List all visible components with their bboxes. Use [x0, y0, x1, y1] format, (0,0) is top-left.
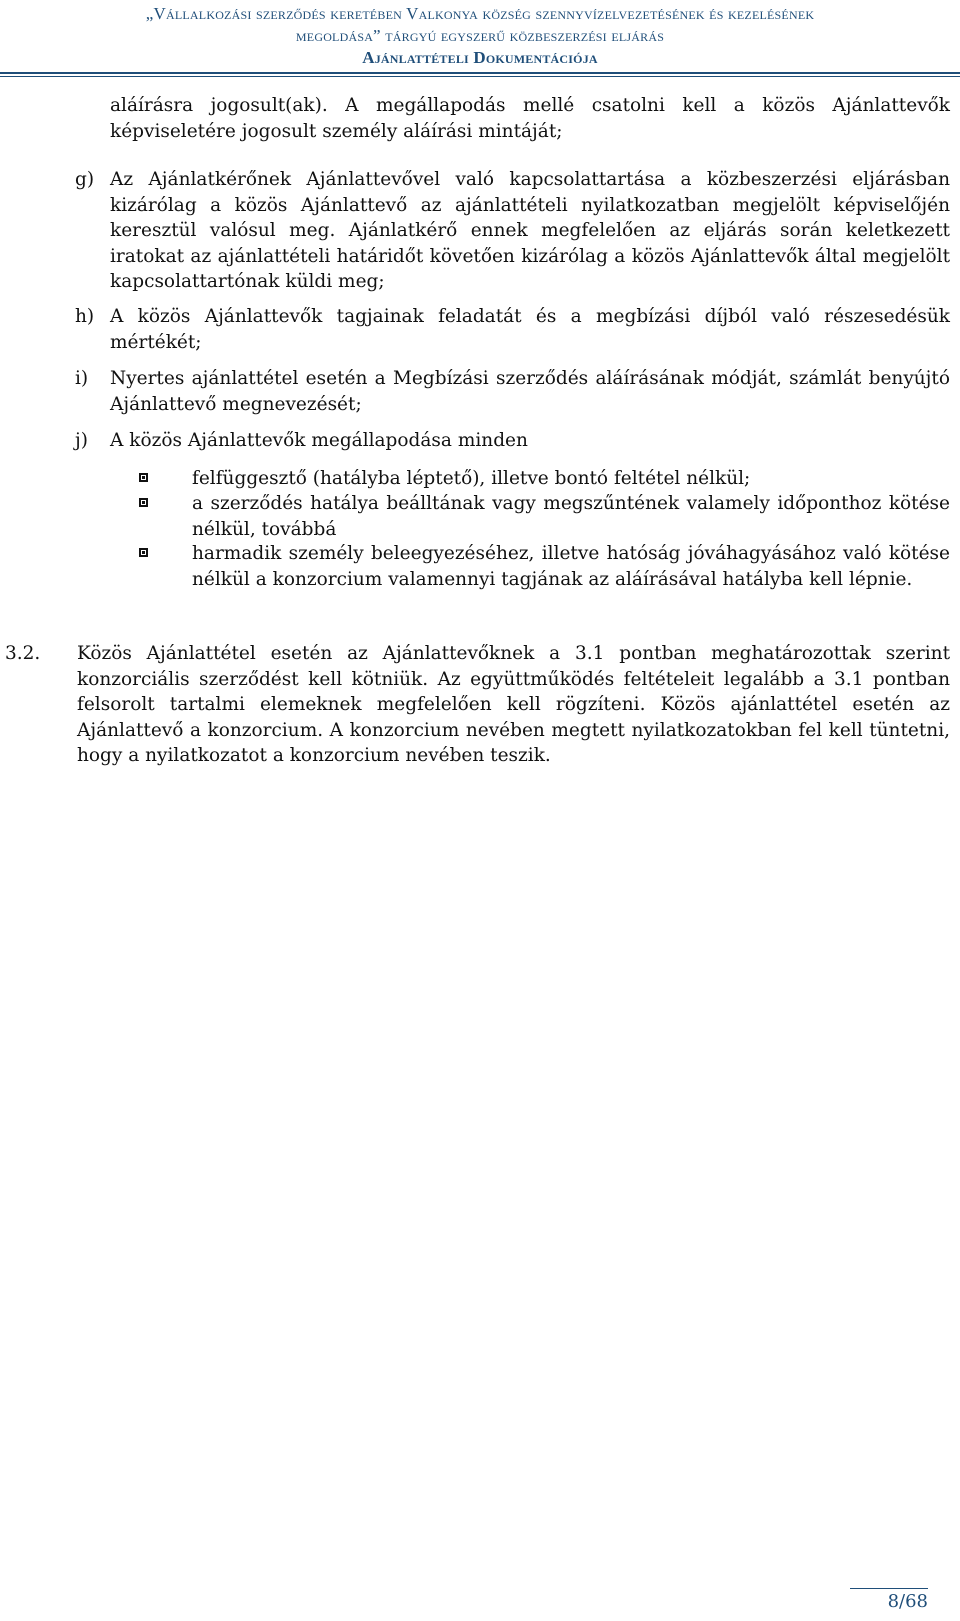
square-bullet-icon	[139, 548, 148, 557]
list-item-g	[75, 167, 950, 295]
list-item-text: A közös Ajánlattevők megállapodása minden	[110, 430, 528, 451]
section-number: 3.2.	[5, 643, 41, 664]
list-item-j	[75, 428, 950, 454]
list-item-text: Nyertes ajánlattétel esetén a Megbízási szerződés aláírásának módját, számlát benyújtó Ajánlattevő megnevezését;	[110, 368, 950, 415]
list-marker: h)	[75, 306, 95, 327]
list-item-text: A közös Ajánlattevők tagjainak feladatát és a megbízási díjból való részesedésük mértékét;	[110, 306, 950, 353]
bullet-text: a szerződés hatálya beálltának vagy megszűntének valamely időponthoz kötése nélkül, továbbá	[192, 493, 950, 540]
list-item-i	[75, 366, 950, 417]
square-bullet-icon	[139, 498, 148, 507]
bullet-text: felfüggesztő (hatályba léptető), illetve bontó feltétel nélkül;	[192, 468, 751, 489]
header-line-3: Ajánlattételi Dokumentációja	[362, 48, 598, 67]
square-bullet-icon	[139, 473, 148, 482]
header-line-1: „Vállalkozási szerződés keretében Valkonya község szennyvízelvezetésének és kezelésének	[145, 4, 815, 23]
bullet-item	[135, 466, 950, 492]
header-rule-thin	[0, 76, 960, 77]
page-number: 8/68	[887, 1591, 928, 1612]
list-marker: g)	[75, 169, 95, 190]
bullet-item	[135, 491, 950, 542]
bullet-item	[135, 541, 950, 592]
section-text: Közös Ajánlattétel esetén az Ajánlattevőknek a 3.1 pontban meghatározottak szerint konzorciális szerződést kell kötniük. Az együttműködés feltételeit legalább a 3.1 pontban felsorolt tartalmi elemeknek megfelelően kell rögzíteni. Közös ajánlattétel esetén az Ajánlattevő a konzorcium. A konzorcium nevében megtett nyilatkozatokban fel kell tüntetni, hogy a nyilatkozatot a konzorcium nevében teszik.	[77, 643, 950, 766]
list-item-text: Az Ajánlatkérőnek Ajánlattevővel való kapcsolattartása a közbeszerzési eljárásban kizárólag a közös Ajánlattevő az ajánlattételi nyilatkozatban megjelölt képviselőjén keresztül valósul meg. Ajánlatkérő ennek megfelelően az eljárás során keletkezett iratokat az ajánlattételi határidőt követően kizárólag a közös Ajánlattevők által megjelölt kapcsolattartónak küldi meg;	[110, 169, 950, 292]
list-item-h	[75, 304, 950, 355]
section-3-2	[5, 641, 950, 769]
header-rule	[0, 72, 960, 74]
list-marker: j)	[75, 430, 88, 451]
continuation-paragraph: aláírásra jogosult(ak). A megállapodás mellé csatolni kell a közös Ajánlattevők képviseletére jogosult személy aláírási mintáját;	[110, 95, 950, 142]
list-marker: i)	[75, 368, 89, 389]
header-line-2: megoldása” tárgyú egyszerű közbeszerzési eljárás	[295, 26, 665, 45]
footer-rule	[850, 1588, 928, 1589]
bullet-text: harmadik személy beleegyezéséhez, illetve hatóság jóváhagyásához való kötése nélkül a konzorcium valamennyi tagjának az aláírásával hatályba kell lépnie.	[192, 543, 950, 590]
